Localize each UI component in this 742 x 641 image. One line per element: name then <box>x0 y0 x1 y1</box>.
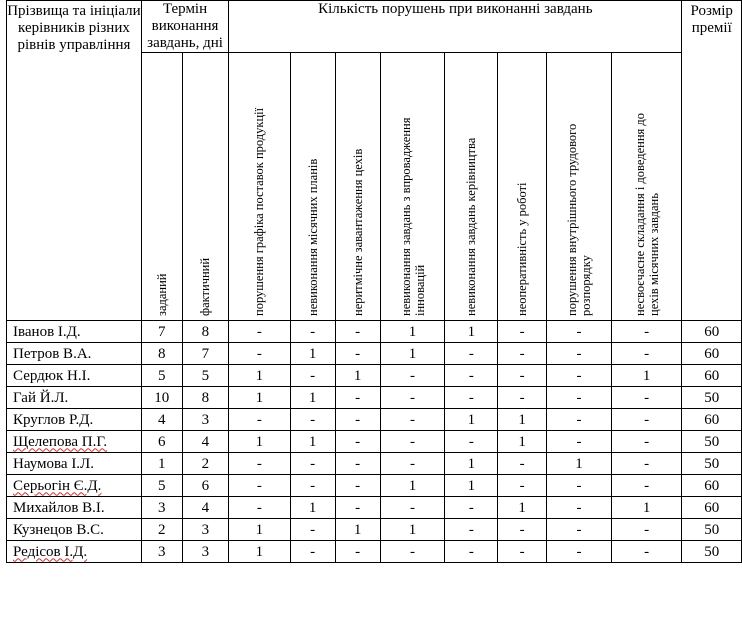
row-cell: - <box>547 497 612 519</box>
row-cell: 1 <box>229 365 290 387</box>
row-cell: 5 <box>141 365 182 387</box>
row-cell: - <box>335 475 380 497</box>
subheader-term-set: заданий <box>154 273 169 316</box>
subheader-violation-8: несвоєчасне складання і доведення до цехів місячних завдань <box>632 112 661 316</box>
table-row <box>7 519 742 541</box>
row-cell: - <box>547 409 612 431</box>
subheader-violation-3: неритмічне завантаження цехів <box>350 148 365 316</box>
row-cell: 1 <box>380 321 445 343</box>
subheader-term-actual: фактичний <box>198 257 213 316</box>
row-cell: - <box>380 497 445 519</box>
row-cell: - <box>611 343 682 365</box>
row-cell: - <box>498 453 547 475</box>
row-cell: 60 <box>682 321 742 343</box>
row-cell: 60 <box>682 475 742 497</box>
row-cell: - <box>498 475 547 497</box>
row-cell: - <box>611 387 682 409</box>
row-cell: - <box>547 343 612 365</box>
row-cell: - <box>229 453 290 475</box>
row-cell: 8 <box>182 321 229 343</box>
row-cell: - <box>611 453 682 475</box>
row-cell: 8 <box>141 343 182 365</box>
row-cell: 1 <box>445 409 498 431</box>
table-row <box>7 541 742 563</box>
header-violations: Кількість порушень при виконанні завдань <box>229 1 682 53</box>
row-cell: 6 <box>141 431 182 453</box>
row-cell: 1 <box>335 519 380 541</box>
row-cell: 1 <box>380 343 445 365</box>
row-name-text: Щелепова П.Г. <box>13 433 108 450</box>
row-cell: 1 <box>229 431 290 453</box>
row-cell: 1 <box>611 497 682 519</box>
row-cell: 1 <box>380 519 445 541</box>
document-page <box>6 0 742 563</box>
row-name-text: Михайлов В.І. <box>13 499 105 516</box>
row-cell: - <box>547 519 612 541</box>
row-cell: - <box>335 409 380 431</box>
row-name-text: Круглов Р.Д. <box>13 411 94 428</box>
row-name <box>7 475 142 497</box>
row-cell: - <box>498 519 547 541</box>
row-cell: 60 <box>682 497 742 519</box>
bonus-table <box>6 0 742 563</box>
row-cell: 60 <box>682 343 742 365</box>
row-cell: 6 <box>182 475 229 497</box>
row-cell: 1 <box>290 431 335 453</box>
row-cell: 50 <box>682 541 742 563</box>
row-cell: - <box>547 387 612 409</box>
row-cell: 5 <box>141 475 182 497</box>
row-cell: - <box>229 497 290 519</box>
subheader-violation-2: невиконання місячних планів <box>305 158 320 316</box>
table-row <box>7 343 742 365</box>
row-cell: - <box>445 343 498 365</box>
row-cell: - <box>229 409 290 431</box>
row-cell: 7 <box>182 343 229 365</box>
row-cell: 3 <box>182 541 229 563</box>
row-cell: 60 <box>682 365 742 387</box>
row-cell: - <box>380 541 445 563</box>
row-cell: 1 <box>498 409 547 431</box>
row-cell: - <box>290 365 335 387</box>
row-cell: - <box>445 541 498 563</box>
row-cell: 1 <box>498 431 547 453</box>
row-name-text: Іванов І.Д. <box>13 323 81 340</box>
row-name-text: Сердюк Н.І. <box>13 367 91 384</box>
table-row <box>7 431 742 453</box>
row-cell: 1 <box>611 365 682 387</box>
row-cell: - <box>547 321 612 343</box>
row-cell: - <box>445 497 498 519</box>
row-name <box>7 431 142 453</box>
row-cell: - <box>335 387 380 409</box>
row-cell: - <box>498 343 547 365</box>
row-cell: - <box>380 387 445 409</box>
row-cell: - <box>335 343 380 365</box>
row-cell: 3 <box>141 497 182 519</box>
row-cell: - <box>290 519 335 541</box>
row-cell: - <box>335 497 380 519</box>
row-cell: 8 <box>182 387 229 409</box>
row-name-text: Петров В.А. <box>13 345 92 362</box>
row-cell: 1 <box>445 321 498 343</box>
table-row <box>7 497 742 519</box>
row-cell: 50 <box>682 519 742 541</box>
table-row <box>7 321 742 343</box>
row-cell: - <box>445 431 498 453</box>
row-name <box>7 365 142 387</box>
row-cell: 50 <box>682 453 742 475</box>
subheader-violation-5: невиконання завдань керівництва <box>464 137 479 316</box>
row-cell: - <box>611 321 682 343</box>
row-cell: 60 <box>682 409 742 431</box>
row-name-text: Гай Й.Л. <box>13 389 69 406</box>
row-name-text: Редісов І.Д. <box>13 543 88 560</box>
row-cell: 7 <box>141 321 182 343</box>
table-row <box>7 365 742 387</box>
row-cell: - <box>445 387 498 409</box>
row-cell: 1 <box>445 453 498 475</box>
row-cell: 50 <box>682 387 742 409</box>
row-cell: - <box>335 453 380 475</box>
row-cell: 1 <box>229 541 290 563</box>
subheader-violation-4: невиконання завдань з впровадження інновацій <box>398 117 427 316</box>
row-cell: 4 <box>141 409 182 431</box>
row-cell: - <box>498 321 547 343</box>
row-cell: - <box>380 453 445 475</box>
table-row <box>7 453 742 475</box>
row-name-text: Серьогін Є.Д. <box>13 477 102 494</box>
row-cell: - <box>498 387 547 409</box>
row-name <box>7 497 142 519</box>
row-cell: 1 <box>141 453 182 475</box>
row-name <box>7 387 142 409</box>
row-cell: - <box>380 365 445 387</box>
row-name <box>7 343 142 365</box>
row-cell: 1 <box>290 387 335 409</box>
subheader-violation-6: неоперативність у роботі <box>515 182 530 316</box>
row-cell: 4 <box>182 431 229 453</box>
row-cell: - <box>547 431 612 453</box>
row-cell: - <box>229 475 290 497</box>
table-row <box>7 409 742 431</box>
row-cell: - <box>380 409 445 431</box>
row-name <box>7 541 142 563</box>
row-cell: - <box>380 431 445 453</box>
row-cell: 3 <box>182 409 229 431</box>
row-cell: 1 <box>498 497 547 519</box>
row-cell: - <box>498 541 547 563</box>
subheader-violation-7: порушення внутрішнього трудового розпорядку <box>564 123 593 316</box>
table-body <box>7 321 742 563</box>
row-cell: 1 <box>445 475 498 497</box>
row-cell: - <box>445 519 498 541</box>
row-cell: - <box>611 519 682 541</box>
row-cell: 5 <box>182 365 229 387</box>
row-name <box>7 519 142 541</box>
row-cell: 1 <box>229 387 290 409</box>
row-cell: 1 <box>290 343 335 365</box>
row-cell: - <box>290 475 335 497</box>
row-name <box>7 453 142 475</box>
row-cell: - <box>611 475 682 497</box>
row-cell: - <box>335 541 380 563</box>
subheader-violation-1: порушення графіка поставок продукції <box>252 107 267 316</box>
row-cell: 50 <box>682 431 742 453</box>
row-cell: - <box>498 365 547 387</box>
row-cell: 2 <box>141 519 182 541</box>
row-name-text: Наумова І.Л. <box>13 455 94 472</box>
row-cell: - <box>290 321 335 343</box>
row-cell: 3 <box>141 541 182 563</box>
row-name <box>7 409 142 431</box>
row-cell: - <box>229 343 290 365</box>
row-cell: 1 <box>229 519 290 541</box>
row-cell: 4 <box>182 497 229 519</box>
table-row <box>7 475 742 497</box>
table-row <box>7 387 742 409</box>
row-cell: - <box>547 365 612 387</box>
row-cell: 10 <box>141 387 182 409</box>
header-name: Прізвища та ініціали керівників різних рівнів управління <box>7 1 142 321</box>
row-cell: - <box>290 541 335 563</box>
row-cell: - <box>290 453 335 475</box>
row-cell: 1 <box>547 453 612 475</box>
row-cell: - <box>611 541 682 563</box>
row-cell: - <box>547 475 612 497</box>
row-cell: 2 <box>182 453 229 475</box>
header-prize: Розмір премії <box>682 1 742 321</box>
row-cell: - <box>611 431 682 453</box>
row-cell: - <box>445 365 498 387</box>
row-cell: - <box>611 409 682 431</box>
row-name <box>7 321 142 343</box>
row-cell: 1 <box>290 497 335 519</box>
row-cell: - <box>335 321 380 343</box>
row-cell: - <box>229 321 290 343</box>
row-cell: 3 <box>182 519 229 541</box>
row-cell: 1 <box>335 365 380 387</box>
row-cell: - <box>547 541 612 563</box>
row-cell: 1 <box>380 475 445 497</box>
row-cell: - <box>335 431 380 453</box>
row-name-text: Кузнецов В.С. <box>13 521 104 538</box>
row-cell: - <box>290 409 335 431</box>
header-term: Термін виконання завдань, дні <box>141 1 228 53</box>
